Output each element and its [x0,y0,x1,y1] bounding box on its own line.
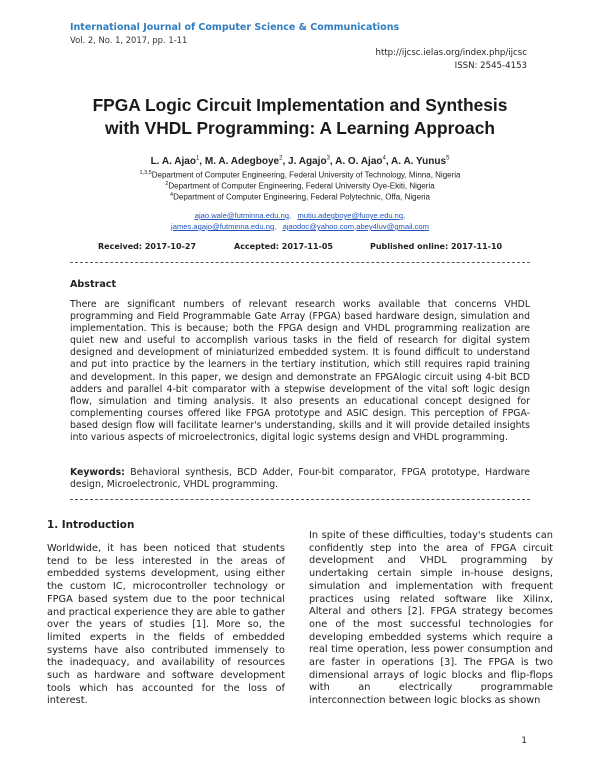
keywords-label: Keywords: [70,467,125,478]
page-number: 1 [521,736,527,746]
accepted-date: Accepted: 2017-11-05 [234,242,333,251]
author: L. A. Ajao$^1$, [150,156,205,168]
abstract-heading: Abstract [70,279,117,290]
author-list [40,156,560,167]
paper-title [40,94,560,140]
email-line: james.agajo@futminna.edu.ng, ajaodoc@yahoo.com,abey4luv@gmail.com [171,222,429,231]
volume-info: Vol. 2, No. 1, 2017, pp. 1-11 [70,35,188,45]
divider [70,262,530,263]
email-link[interactable]: abey4luv@gmail.com [356,222,429,231]
affiliation: $^{1,3,5}$Department of Computer Engineering, Federal University of Technology, Minna, Nigeria [139,170,461,180]
author: J. Agajo$^3$, [288,156,336,168]
received-date: Received: 2017-10-27 [98,242,197,251]
author: A. O. Ajao$^4$, [335,156,392,168]
issn: ISSN: 2545-4153 [454,61,527,71]
journal-url: http://ijcsc.ielas.org/index.php/ijcsc [375,48,527,58]
abstract-text: There are significant numbers of relevant research works available that concerns VHDL programming and Field Programmable Gate Array (FPGA) based hardware design, simulation and implementation. This is because; both the FPGA design and VHDL programming realization are quiet new and useful to accomplish various tasks in the field of research for digital system designed and development of miniaturized embedded system. It is found difficult to understand and put into practice by the learners in the tertiary institution, which still requires rapid training and development. In this paper, we design and demonstrate an FPGAlogic circuit using 4-bit BCD adders and parallel 4-bit comparator with a stepwise development of the vital soft logic design flow, simulation and timing analysis. It also presents an educational concept designed for complementing courses offered like FPGA prototype and ASIC design. This perception of FPGA-based design flow will facilitate learner's understanding, skills and it will provide detailed insights into various aspects of microelectronics, digital logic systems design and VHDL programming. [70,299,530,444]
title-line-2: with VHDL Programming: A Learning Approach [104,118,496,138]
email-line: ajao.wale@futminna.edu.ng, mutiu.adegboye@fuoye.edu.ng, [194,211,406,220]
keywords [70,467,530,491]
published-date: Published online: 2017-11-10 [370,242,503,251]
affiliation: $^2$Department of Computer Engineering, Federal University Oye-Ekiti, Nigeria [165,181,435,191]
author: A. A. Yunus$^5$ [391,156,450,168]
intro-column-right: In spite of these difficulties, today's students can confidently step into the area of FPGA circuit development and VHDL programming by undertaking certain simple in-house designs, simulation and implementation with frequent practices using related software like Xilinx, Alteral and others [2]. FPGA strategy becomes one of the most successful technologies for developing embedded systems which require a real time operation, less power consumption and are faster in operations [3]. The FPGA is two dimensional arrays of logic blocks and flip-flops with an electrically programmable interconnection between logic blocks as shown [309,530,553,707]
keywords-text: Behavioral synthesis, BCD Adder, Four-bit comparator, FPGA prototype, Hardware design, Microelectronic, VHDL programming. [70,467,530,491]
email-link[interactable]: mutiu.adegboye@fuoye.edu.ng [297,211,404,220]
email-link[interactable]: ajaodoc@yahoo.com [282,222,355,231]
section-heading: 1. Introduction [47,519,135,531]
journal-name: International Journal of Computer Science & Communications [70,22,400,33]
email-link[interactable]: james.agajo@futminna.edu.ng [171,222,275,231]
email-link[interactable]: ajao.wale@futminna.edu.ng [194,211,289,220]
title-line-1: FPGA Logic Circuit Implementation and Synthesis [92,95,508,115]
affiliation: $^4$Department of Computer Engineering, Federal Polytechnic, Offa, Nigeria [170,192,430,202]
divider [70,499,530,500]
author: M. A. Adegboye$^2$, [204,156,289,168]
intro-column-left: Worldwide, it has been noticed that students tend to be less interested in the areas of embedded systems development, using either the custom IC, microcontroller technology or FPGA based system due to the poor technical and practical experience they are able to gather over the years of studies [1]. More so, the limited experts in the fields of embedded systems have also contributed immensely to the inadequacy, and availability of resources such as hardware and software development tools which has accounted for the loss of interest. [47,543,285,707]
